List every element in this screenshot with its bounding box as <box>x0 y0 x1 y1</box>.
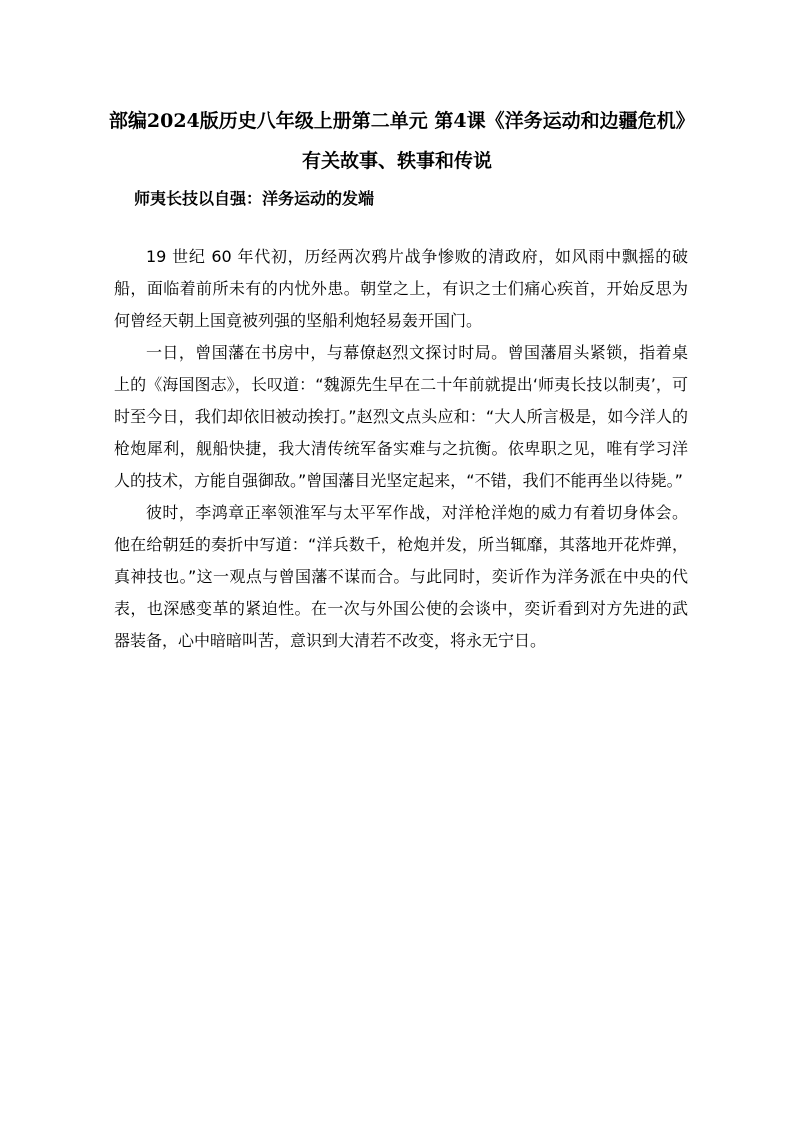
paragraph: 彼时，李鸿章正率领淮军与太平军作战，对洋枪洋炮的威力有着切身体会。他在给朝廷的奏折中写道：“洋兵数千，枪炮并发，所当辄靡，其落地开花炸弹，真神技也。”这一观点与曾国藩不谋而合。与此同时，奕䜣作为洋务派在中央的代表，也深感变革的紧迫性。在一次与外国公使的会谈中，奕䜣看到对方先进的武器装备，心中暗暗叫苦，意识到大清若不改变，将永无宁日。 <box>114 503 688 650</box>
paragraph: 19 世纪 60 年代初，历经两次鸦片战争惨败的清政府，如风雨中飘摇的破船，面临着前所未有的内忧外患。朝堂之上，有识之士们痛心疾首，开始反思为何曾经天朝上国竟被列强的坚船利炮轻易轰开国门。 <box>114 247 688 330</box>
paragraph: 一日，曾国藩在书房中，与幕僚赵烈文探讨时局。曾国藩眉头紧锁，指着桌上的《海国图志》，长叹道：“魏源先生早在二十年前就提出‘师夷长技以制夷’，可时至今日，我们却依旧被动挨打。”赵烈文点头应和：“大人所言极是，如今洋人的枪炮犀利，舰船快捷，我大清传统军备实难与之抗衡。依卑职之见，唯有学习洋人的技术，方能自强御敌。”曾国藩目光坚定起来，“不错，我们不能再坐以待毙。” <box>114 343 688 490</box>
section-heading: 师夷长技以自强：洋务运动的发端 <box>134 189 375 208</box>
document-body <box>114 241 688 657</box>
document-title: 部编2024版历史八年级上册第二单元 第4课《洋务运动和边疆危机》有关故事、轶事和传说 <box>108 110 686 172</box>
